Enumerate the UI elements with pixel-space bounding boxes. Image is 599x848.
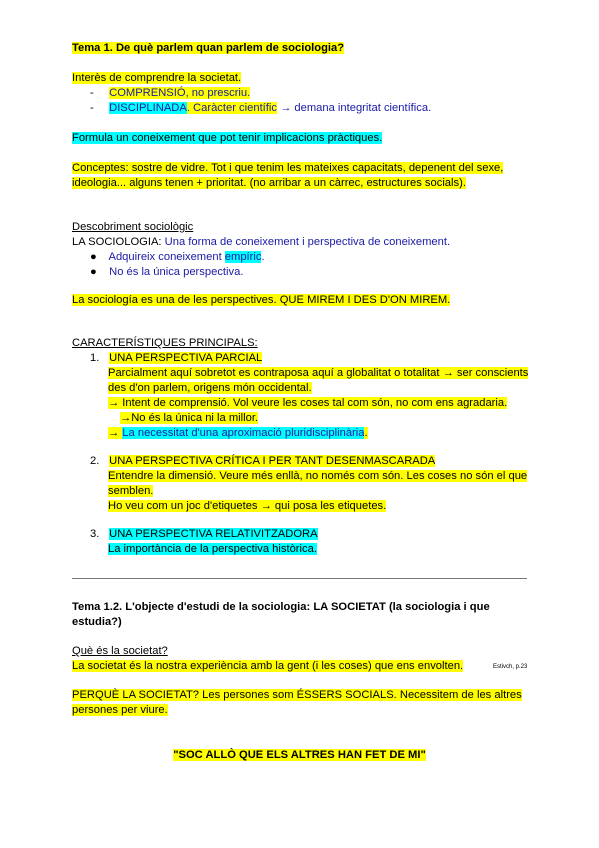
- bullet-empiric-text: Adquireix coneixement: [108, 251, 225, 263]
- char2-title-line: [90, 454, 435, 469]
- disciplinada-highlight: DISCIPLINADA: [109, 102, 187, 114]
- quote-text: "SOC ALLÒ QUE ELS ALTRES HAN FET DE MI": [173, 749, 426, 761]
- perque-text-2: persones per viure.: [72, 704, 168, 716]
- char3-title: UNA PERSPECTIVA RELATIVITZADORA: [109, 528, 318, 540]
- char2-number: 2.: [90, 455, 100, 467]
- comprensio-highlight: COMPRENSIÓ: [109, 87, 186, 99]
- bullet-dot: ●: [90, 251, 97, 263]
- char3-number: 3.: [90, 528, 100, 540]
- char1-line-5: [108, 426, 368, 441]
- interes-text: Interès de comprendre la societat.: [72, 72, 242, 84]
- dash-item-comprensio: [90, 86, 250, 101]
- section-divider: [72, 578, 527, 579]
- bullet-unica: [90, 265, 243, 280]
- bullet-empiric-end: .: [261, 251, 265, 263]
- societat-definition-line: [72, 659, 463, 674]
- perque-text-1: PERQUÈ LA SOCIETAT? Les persones som ÉSSERS SOCIALS. Necessitem de les altres: [72, 689, 522, 701]
- conceptes-text-2: ideologia... alguns tenen + prioritat. (no arribar a un càrrec, estructures socials).: [72, 177, 466, 189]
- bullet-empiric: [90, 250, 265, 265]
- comprensio-rest: , no prescriu.: [185, 87, 251, 99]
- title-tema-1-2-line-2: estudia?): [72, 616, 122, 628]
- conceptes-text-1: Conceptes: sostre de vidre. Tot i que tenim les mateixes capacitats, depenent del sexe,: [72, 162, 504, 174]
- char1-text-5: La necessitat d'una aproximació pluridisciplinària: [122, 427, 365, 439]
- interes-line: [72, 71, 241, 86]
- bullet-dot: ●: [90, 266, 97, 278]
- bullet-unica-text: No és la única perspectiva.: [109, 266, 244, 278]
- char1-text-3: → Intent de comprensió. Vol veure les coses tal com són, no com ens agradaria.: [108, 397, 508, 409]
- perspectives-line: [72, 293, 450, 308]
- dash-marker: -: [90, 102, 94, 114]
- caracteristiques-heading: CARACTERÍSTIQUES PRINCIPALS:: [72, 337, 258, 349]
- char3-text-1: La importància de la perspectiva històrica.: [108, 543, 317, 555]
- sociologia-label: LA SOCIOLOGIA:: [72, 236, 165, 248]
- char3-line-1: [108, 542, 317, 557]
- char1-number: 1.: [90, 352, 100, 364]
- char1-title: UNA PERSPECTIVA PARCIAL: [109, 352, 263, 364]
- conceptes-line-2: [72, 176, 466, 191]
- char1-text-2: des d'on parlem, origens món occidental.: [108, 382, 312, 394]
- char2-line-1: [108, 469, 527, 484]
- sociologia-line: [72, 235, 450, 250]
- sociologia-definition: Una forma de coneixement i perspectiva de coneixement.: [164, 236, 451, 248]
- formula-line: [72, 131, 382, 146]
- char1-text-4: →No és la única ni la millor.: [120, 412, 259, 424]
- char2-text-1: Entendre la dimensió. Veure més enllà, no només com són. Les coses no són el que: [108, 470, 528, 482]
- char2-text-3: Ho veu com un joc d'etiquetes → qui posa les etiquetes.: [108, 500, 387, 512]
- title-tema-1-2-line-1: Tema 1.2. L'objecte d'estudi de la sociologia: LA SOCIETAT (la sociologia i que: [72, 601, 490, 613]
- conceptes-line-1: [72, 161, 503, 176]
- descobriment-heading: Descobriment sociològic: [72, 221, 194, 233]
- char1-line-1: [108, 366, 528, 381]
- char1-line-3: [108, 396, 507, 411]
- char2-line-2: [108, 484, 153, 499]
- char1-line-4: [120, 411, 258, 426]
- char1-text-1: Parcialment aquí sobretot es contraposa aquí a globalitat o totalitat → ser conscients: [108, 367, 529, 379]
- disciplinada-mid: . Caràcter científic: [186, 102, 277, 114]
- disciplinada-rest: → demana integritat científica.: [276, 102, 432, 114]
- dash-item-disciplinada: [90, 101, 431, 116]
- char1-line-2: [108, 381, 312, 396]
- societat-definition: La societat és la nostra experiència amb la gent (i les coses) que ens envolten.: [72, 660, 464, 672]
- dash-marker: -: [90, 87, 94, 99]
- char1-end-5: .: [364, 427, 368, 439]
- perque-line-1: [72, 688, 522, 703]
- char1-arrow-5: →: [108, 427, 123, 439]
- perque-line-2: [72, 703, 168, 718]
- quote-line: [72, 748, 527, 763]
- char1-title-line: [90, 351, 262, 366]
- title-tema-1-text: Tema 1. De què parlem quan parlem de sociologia?: [72, 42, 345, 54]
- citation: Estivch, p.23: [493, 664, 528, 670]
- char2-title: UNA PERSPECTIVA CRÍTICA I PER TANT DESENMASCARADA: [109, 455, 436, 467]
- char2-text-2: semblen.: [108, 485, 154, 497]
- formula-text: Formula un coneixement que pot tenir implicacions pràctiques.: [72, 132, 383, 144]
- empiric-highlight: empíric: [224, 251, 262, 263]
- char3-title-line: [90, 527, 318, 542]
- title-tema-1: [72, 41, 344, 56]
- perspectives-text: La sociología es una de les perspectives. QUE MIREM I DES D'ON MIREM.: [72, 294, 451, 306]
- char2-line-3: [108, 499, 386, 514]
- que-es-heading: Què és la societat?: [72, 645, 168, 657]
